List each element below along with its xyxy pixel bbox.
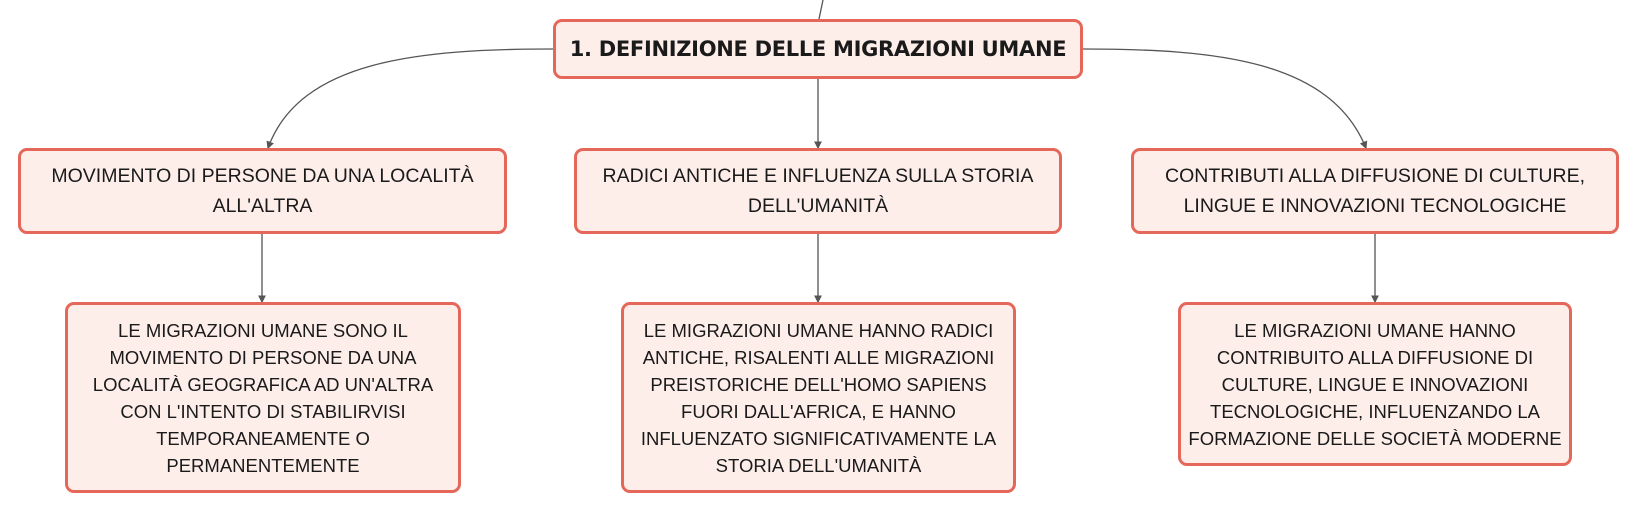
detail-text: LE MIGRAZIONI UMANE SONO IL MOVIMENTO DI PERSONE DA UNA LOCALITÀ GEOGRAFICA AD UN'ALTRA CON L'INTENTO DI STABILIRVISI TEMPORANEAMENTE O PERMANENTEMENTE [92,319,434,476]
branch-node-radici[interactable] [574,148,1062,234]
branch-title: CONTRIBUTI ALLA DIFFUSIONE DI CULTURE, LINGUE E INNOVAZIONI TECNOLOGICHE [1164,165,1586,217]
branch-node-movimento[interactable] [18,148,507,234]
branch-title: RADICI ANTICHE E INFLUENZA SULLA STORIA DELL'UMANITÀ [602,165,1034,217]
root-topic-title: 1. DEFINIZIONE DELLE MIGRAZIONI UMANE [569,37,1067,61]
parent-connector [819,0,823,19]
detail-node-radici[interactable] [621,302,1016,493]
connector-root-to-branch-3 [1083,49,1366,148]
detail-text: LE MIGRAZIONI UMANE HANNO RADICI ANTICHE, RISALENTI ALLE MIGRAZIONI PREISTORICHE DELL'HOMO SAPIENS FUORI DALL'AFRICA, E HANNO INFLUENZATO SIGNIFICATIVAMENTE LA STORIA DELL'UMANITÀ [640,319,997,476]
root-topic-node[interactable] [553,19,1083,79]
branch-node-contributi[interactable] [1131,148,1619,234]
connector-root-to-branch-1 [268,49,553,148]
branch-title: MOVIMENTO DI PERSONE DA UNA LOCALITÀ ALL'ALTRA [51,165,474,217]
detail-text: LE MIGRAZIONI UMANE HANNO CONTRIBUITO ALLA DIFFUSIONE DI CULTURE, LINGUE E INNOVAZIONI TECNOLOGICHE, INFLUENZANDO LA FORMAZIONE DELLE SOCIETÀ MODERNE [1188,319,1562,449]
detail-node-contributi[interactable] [1178,302,1572,466]
detail-node-movimento[interactable] [65,302,461,493]
